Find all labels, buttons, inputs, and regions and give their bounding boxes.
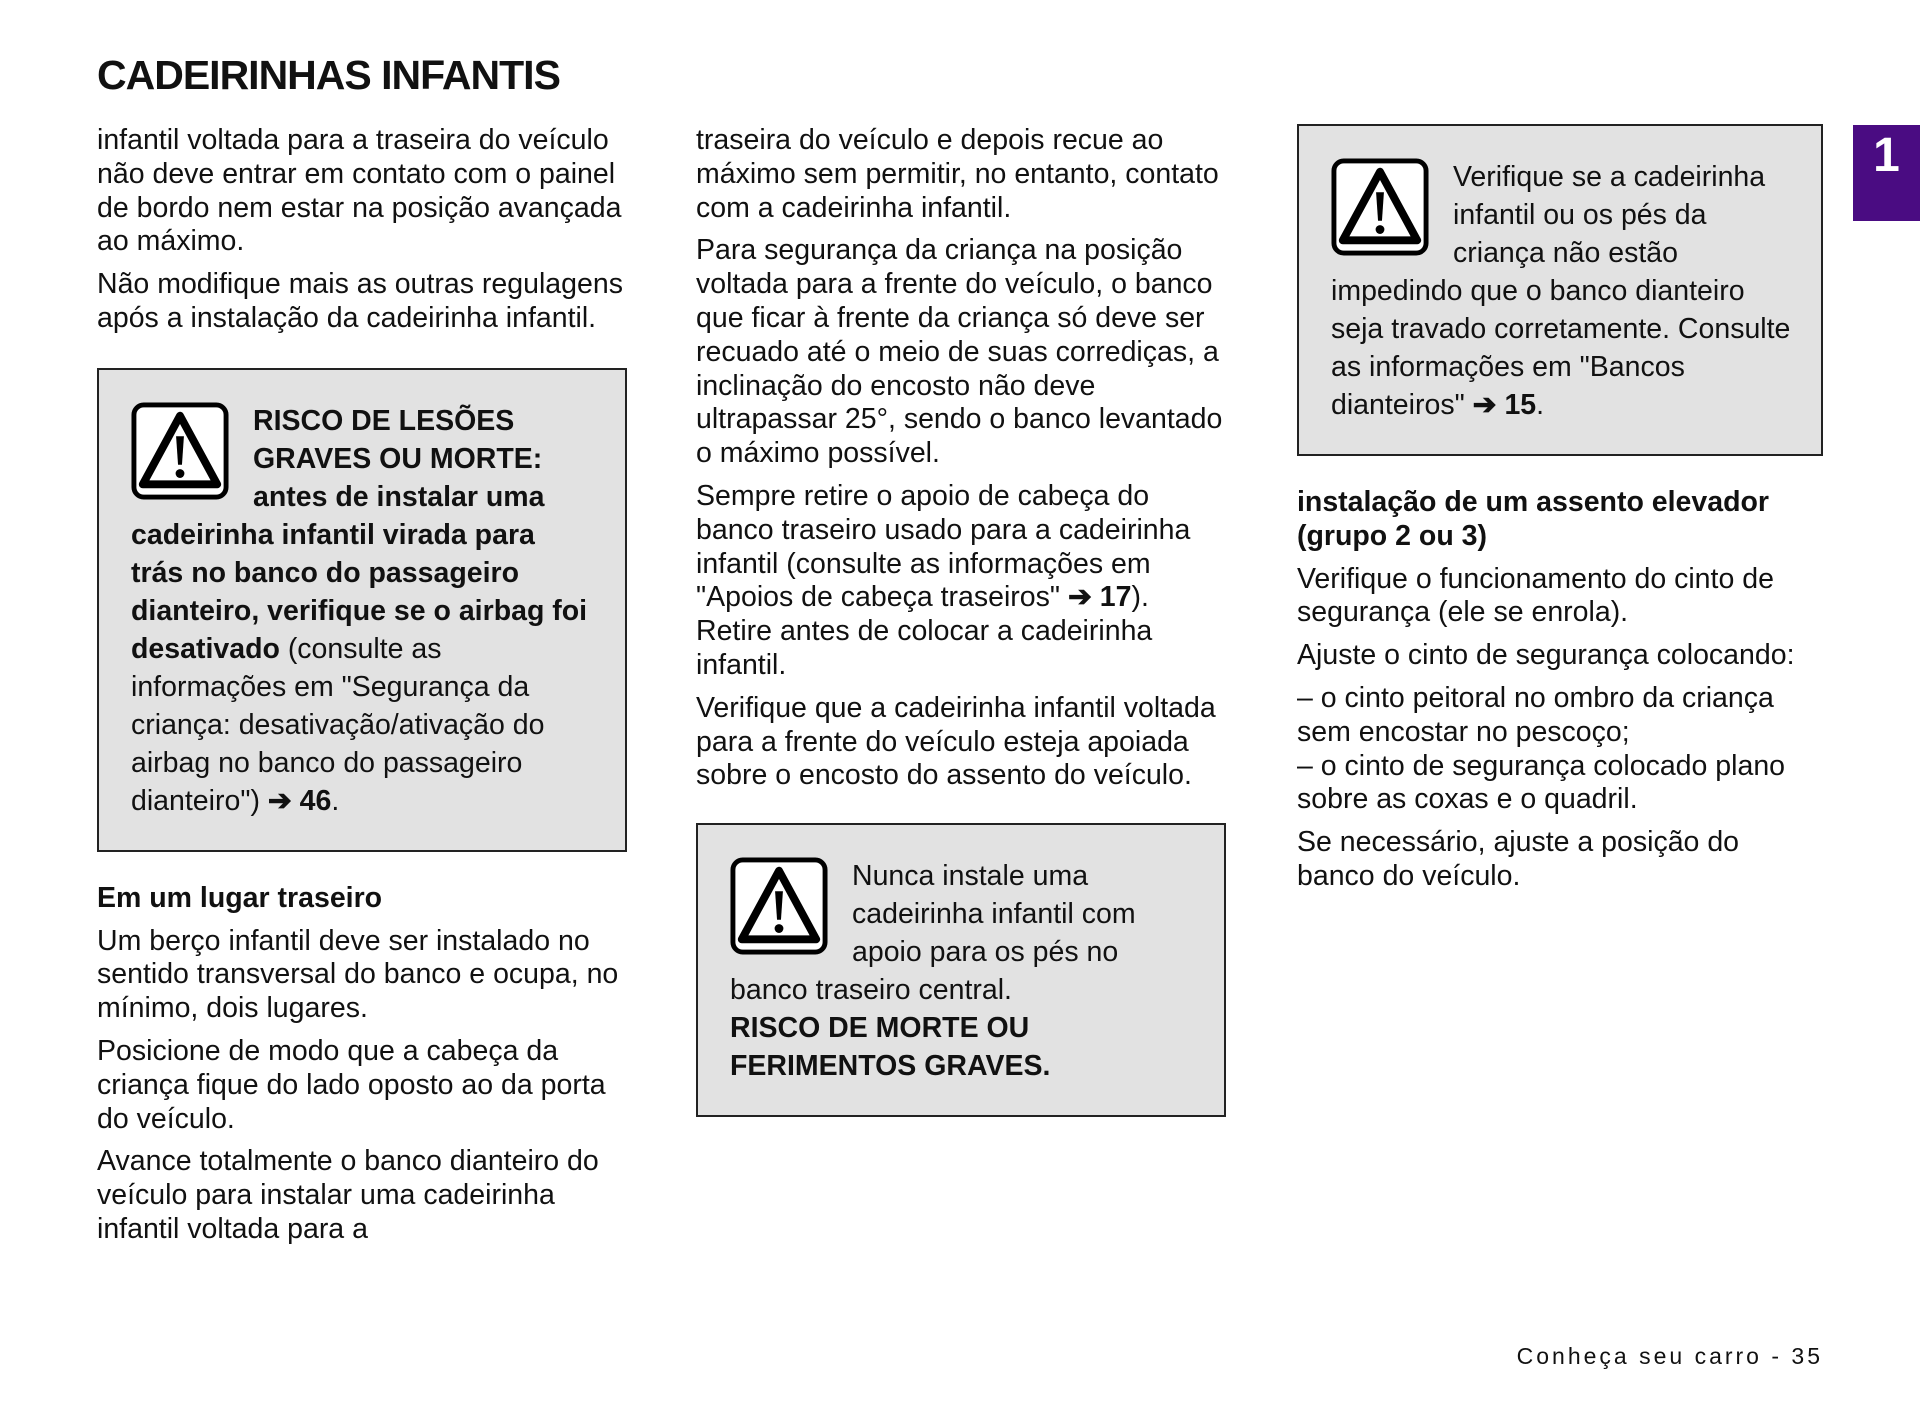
page-reference-link[interactable]: 15: [1504, 389, 1537, 421]
warning-box: [1297, 124, 1823, 456]
page-reference-link[interactable]: 46: [299, 784, 332, 817]
paragraph: [696, 480, 1226, 683]
paragraph: Verifique que a cadeirinha infantil voltada para a frente do veículo esteja apoiada sobre o encosto do assento do veículo.: [696, 691, 1216, 792]
warning-icon: [730, 857, 828, 955]
page-reference-link[interactable]: 17: [1099, 581, 1132, 614]
warning-bold-text: RISCO DE MORTE OU FERIMENTOS GRAVES.: [730, 1012, 1051, 1083]
warning-bold-text: RISCO DE LESÕES GRAVES OU MORTE: antes de instalar uma cadeirinha infantil virada para trás no banco do passageiro dianteiro, verifique se o airbag foi desativado: [131, 404, 588, 665]
paragraph: Posicione de modo que a cabeça da criança fique do lado oposto ao da porta do veículo.: [97, 1034, 606, 1135]
chapter-tab: 1: [1853, 125, 1920, 221]
left-column: [97, 124, 627, 1256]
paragraph: Se necessário, ajuste a posição do banco do veículo.: [1297, 826, 1740, 892]
middle-column: [696, 124, 1226, 1117]
punctuation: .: [331, 784, 340, 817]
paragraph-text: Sempre retire o apoio de cabeça do banco traseiro usado para a cadeirinha infantil (consulte as informações em "Apoios de cabeça traseiros": [696, 479, 1191, 614]
arrow-icon: ➔: [1472, 389, 1497, 421]
warning-box: [696, 823, 1226, 1117]
warning-text: (consulte as informações em "Segurança da criança: desativação/ativação do airbag no banco do passageiro dianteiro"): [131, 632, 545, 817]
arrow-icon: ➔: [267, 784, 292, 817]
page-title: CADEIRINHAS INFANTIS: [97, 52, 560, 98]
warning-text: Nunca instale uma cadeirinha infantil com apoio para os pés no banco traseiro central.: [730, 860, 1136, 1007]
page-footer: Conheça seu carro - 35: [1516, 1343, 1823, 1369]
paragraph: Não modifique mais as outras regulagens após a instalação da cadeirinha infantil.: [97, 268, 623, 334]
paragraph: Verifique o funcionamento do cinto de segurança (ele se enrola).: [1297, 562, 1774, 629]
paragraph: infantil voltada para a traseira do veículo não deve entrar em contato com o painel de bordo nem estar na posição avançada ao máximo.: [97, 124, 622, 258]
paragraph: Avance totalmente o banco dianteiro do veículo para instalar uma cadeirinha infantil voltada para a: [97, 1145, 599, 1245]
warning-text: Verifique se a cadeirinha infantil ou os pés da criança não estão impedindo que o banco dianteiro seja travado corretamente. Consulte as informações em "Bancos dianteiros": [1331, 161, 1791, 421]
paragraph: traseira do veículo e depois recue ao máximo sem permitir, no entanto, contato com a cadeirinha infantil.: [696, 124, 1219, 224]
right-column: [1297, 124, 1823, 903]
paragraph: Ajuste o cinto de segurança colocando:: [1297, 639, 1795, 672]
list-item: – o cinto de segurança colocado plano sobre as coxas e o quadril.: [1297, 749, 1786, 816]
warning-icon: [131, 402, 229, 500]
punctuation: .: [1536, 389, 1545, 421]
paragraph: Para segurança da criança na posição voltada para a frente do veículo, o banco que ficar à frente da criança só deve ser recuado até o meio de suas corrediças, a inclinação do encosto não deve ultrapassar 25°, sendo o banco levantado o máximo possível.: [696, 234, 1223, 470]
arrow-icon: ➔: [1067, 581, 1092, 614]
list-item: – o cinto peitoral no ombro da criança sem encostar no pescoço;: [1297, 681, 1774, 748]
warning-icon: [1331, 158, 1429, 256]
paragraph-text: ). Retire antes de colocar a cadeirinha infantil.: [696, 581, 1153, 681]
warning-box: [97, 368, 627, 852]
paragraph: Um berço infantil deve ser instalado no sentido transversal do banco e ocupa, no mínimo, dois lugares.: [97, 924, 619, 1025]
section-heading: instalação de um assento elevador (grupo 2 ou 3): [1297, 486, 1770, 552]
section-heading: Em um lugar traseiro: [97, 881, 383, 914]
